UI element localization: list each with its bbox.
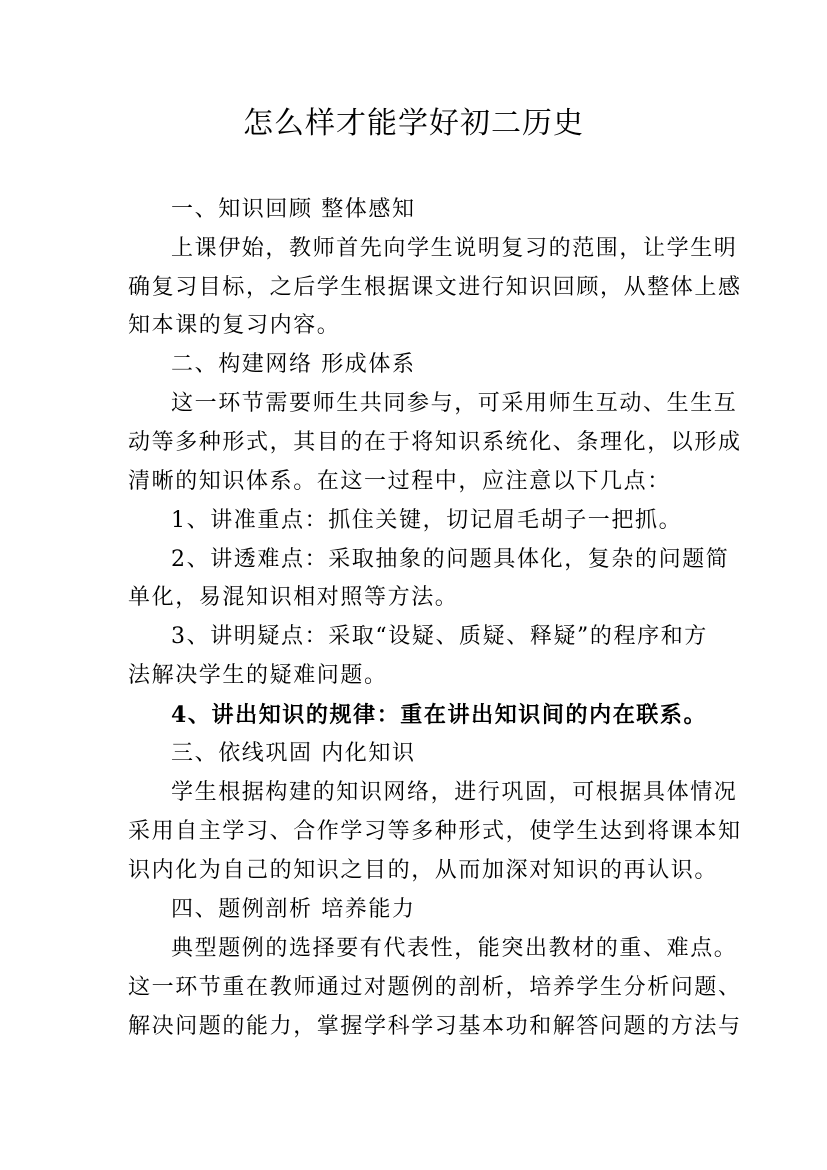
section-heading-text: 二、构建网络 形成体系 bbox=[171, 352, 416, 377]
document-title: 怎么样才能学好初二历史 bbox=[243, 106, 584, 141]
section-heading-1 bbox=[0, 190, 827, 230]
paragraph-line bbox=[0, 968, 827, 1008]
list-item-text: 4、讲出知识的规律：重在讲出知识间的内在联系。 bbox=[171, 702, 708, 728]
list-item bbox=[0, 617, 827, 657]
paragraph-text: 这一环节需要师生共同参与，可采用师生互动、生生互 bbox=[171, 391, 738, 416]
paragraph-line bbox=[0, 773, 827, 813]
paragraph-text: 上课伊始，教师首先向学生说明复习的范围，让学生明 bbox=[171, 236, 738, 261]
paragraph-line bbox=[0, 851, 827, 891]
list-item bbox=[0, 540, 827, 580]
list-item bbox=[0, 578, 827, 618]
paragraph-text: 采用自主学习、合作学习等多种形式，使学生达到将课本知 bbox=[128, 819, 742, 844]
section-heading-text: 三、依线巩固 内化知识 bbox=[171, 741, 416, 766]
paragraph-line bbox=[0, 268, 827, 308]
section-heading-2 bbox=[0, 345, 827, 385]
paragraph-text: 这一环节重在教师通过对题例的剖析，培养学生分析问题、 bbox=[128, 975, 742, 1000]
paragraph-text: 学生根据构建的知识网络，进行巩固，可根据具体情况 bbox=[171, 780, 738, 805]
list-item-text: 3、讲明疑点：采取“设疑、质疑、释疑”的程序和方 bbox=[171, 624, 708, 649]
paragraph-line bbox=[0, 812, 827, 852]
paragraph-text: 知本课的复习内容。 bbox=[128, 313, 341, 338]
section-heading-text: 四、题例剖析 培养能力 bbox=[171, 897, 416, 922]
paragraph-text: 典型题例的选择要有代表性，能突出教材的重、难点。 bbox=[171, 936, 738, 961]
list-item bbox=[0, 656, 827, 696]
paragraph-line bbox=[0, 1007, 827, 1047]
paragraph-line bbox=[0, 423, 827, 463]
paragraph-line bbox=[0, 929, 827, 969]
paragraph-line bbox=[0, 384, 827, 424]
paragraph-line bbox=[0, 229, 827, 269]
paragraph-line bbox=[0, 306, 827, 346]
paragraph-text: 识内化为自己的知识之目的，从而加深对知识的再认识。 bbox=[128, 858, 719, 883]
paragraph-text: 清晰的知识体系。在这一过程中，应注意以下几点： bbox=[128, 469, 671, 494]
list-item-text: 2、讲透难点：采取抽象的问题具体化，复杂的问题简 bbox=[171, 547, 730, 572]
list-item-text: 法解决学生的疑难问题。 bbox=[128, 663, 388, 688]
list-item bbox=[0, 695, 827, 735]
paragraph-text: 解决问题的能力，掌握学科学习基本功和解答问题的方法与 bbox=[128, 1014, 742, 1039]
list-item-text: 1、讲准重点：抓住关键，切记眉毛胡子一把抓。 bbox=[171, 508, 683, 533]
section-heading-text: 一、知识回顾 整体感知 bbox=[171, 197, 416, 222]
paragraph-text: 确复习目标，之后学生根据课文进行知识回顾，从整体上感 bbox=[128, 275, 742, 300]
paragraph-line bbox=[0, 462, 827, 502]
list-item bbox=[0, 501, 827, 541]
section-heading-3 bbox=[0, 734, 827, 774]
section-heading-4 bbox=[0, 890, 827, 930]
list-item-text: 单化，易混知识相对照等方法。 bbox=[128, 585, 459, 610]
paragraph-text: 动等多种形式，其目的在于将知识系统化、条理化，以形成 bbox=[128, 430, 742, 455]
